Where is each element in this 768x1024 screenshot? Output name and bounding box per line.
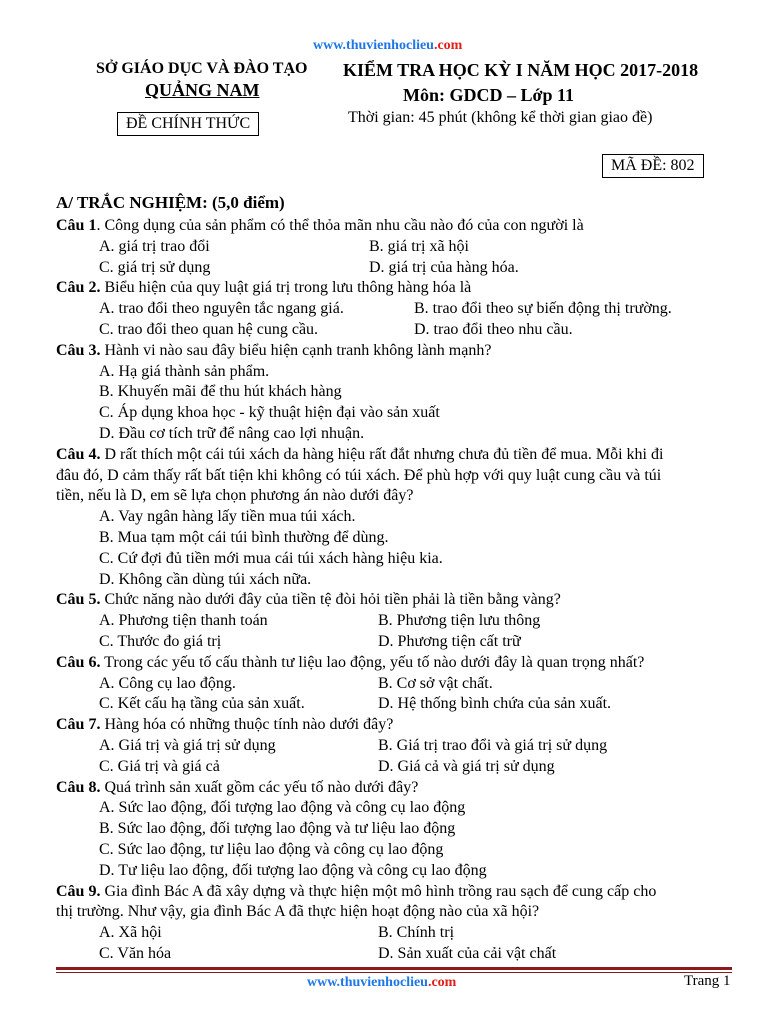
- question-text: Gia đình Bác A đã xây dựng và thực hiện một mô hình trồng rau sạch để cung cấp cho: [100, 882, 657, 900]
- question-8-option-d: D. Tư liệu lao động, đối tượng lao động và công cụ lao động: [99, 861, 487, 879]
- question-4-option-a: A. Vay ngân hàng lấy tiền mua túi xách.: [99, 508, 356, 526]
- page-number: Trang 1: [684, 973, 731, 989]
- header-website-link[interactable]: [313, 38, 462, 54]
- question-7-stem-line: [56, 714, 728, 735]
- question-6-stem-line: [56, 652, 728, 673]
- question-3-option-a: A. Hạ giá thành sản phẩm.: [99, 362, 270, 380]
- footer-website-suffix: .com: [427, 975, 457, 990]
- question-2-option-c: C. trao đổi theo quan hệ cung cầu.: [99, 321, 319, 338]
- question-text: Hàng hóa có những thuộc tính nào dưới đây?: [100, 716, 394, 734]
- department-line2: QUẢNG NAM: [145, 80, 260, 100]
- question-6-option-b: B. Cơ sở vật chất.: [378, 674, 493, 692]
- exam-code-box: MÃ ĐỀ: 802: [602, 154, 704, 178]
- website-part-1: www.thuvienhoc: [313, 38, 413, 53]
- question-label: Câu 9.: [56, 882, 101, 900]
- question-8-option-a: A. Sức lao động, đối tượng lao động và công cụ lao động: [99, 799, 466, 817]
- question-7-option-b: B. Giá trị trao đổi và giá trị sử dụng: [378, 737, 608, 754]
- question-9-option-a: A. Xã hội: [99, 924, 162, 942]
- question-text: Hành vi nào sau đây biểu hiện cạnh tranh không lành mạnh?: [100, 341, 492, 359]
- question-1-option-b: B. giá trị xã hội: [369, 237, 469, 255]
- question-9-stem-line: [56, 881, 728, 902]
- question-9-option-d: D. Sản xuất của cải vật chất: [378, 945, 557, 962]
- footer-website-part-2: lieu: [406, 975, 428, 990]
- footer-website-link[interactable]: [307, 975, 456, 991]
- question-text: Quá trình sản xuất gồm các yếu tố nào dưới đây?: [100, 778, 419, 796]
- question-5-stem-line: [56, 589, 728, 610]
- question-label: Câu 4.: [56, 445, 101, 463]
- question-3-stem-line: [56, 340, 728, 361]
- question-3-option-d: D. Đầu cơ tích trữ để nâng cao lợi nhuận.: [99, 425, 365, 442]
- question-label: Câu 8.: [56, 778, 101, 796]
- question-text: Biểu hiện của quy luật giá trị trong lưu thông hàng hóa là: [100, 279, 472, 297]
- question-2-option-b: B. trao đổi theo sự biến động thị trường.: [414, 300, 672, 318]
- question-label: Câu 3.: [56, 341, 101, 359]
- question-1-option-a: A. giá trị trao đổi: [99, 237, 210, 255]
- department-line1: SỞ GIÁO DỤC VÀ ĐÀO TẠO: [96, 60, 308, 77]
- question-4-stem-line: [56, 485, 728, 506]
- question-text: Công dụng của sản phẩm có thể thỏa mãn nhu cầu nào đó của con người là: [100, 217, 584, 234]
- question-8-stem-line: [56, 777, 728, 798]
- question-label: Câu 6.: [56, 653, 101, 671]
- question-7-option-d: D. Giá cả và giá trị sử dụng: [378, 757, 555, 775]
- question-3-option-b: B. Khuyến mãi để thu hút khách hàng: [99, 383, 342, 401]
- question-5-option-d: D. Phương tiện cất trữ: [378, 633, 521, 650]
- footer-rule-thick: [56, 967, 732, 970]
- question-8-option-c: C. Sức lao động, tư liệu lao động và công cụ lao động: [99, 841, 444, 858]
- question-text: Trong các yếu tố cấu thành tư liệu lao động, yếu tố nào dưới đây là quan trọng nhất?: [100, 653, 645, 671]
- question-text: đâu đó, D cảm thấy rất bất tiện khi không có túi xách. Để phù hợp với quy luật cung cầu và túi: [56, 466, 662, 484]
- question-text: Chức năng nào dưới đây của tiền tệ đòi hỏi tiền phải là tiền bằng vàng?: [100, 591, 561, 609]
- question-4-option-c: C. Cứ đợi đủ tiền mới mua cái túi xách hàng hiệu kia.: [99, 549, 443, 567]
- question-1-option-d: D. giá trị của hàng hóa.: [369, 258, 519, 276]
- question-2-stem-line: [56, 277, 728, 298]
- question-9-stem-line: [56, 901, 728, 922]
- exam-subject: Môn: GDCD – Lớp 11: [403, 85, 574, 105]
- question-label: Câu 2.: [56, 279, 101, 297]
- question-6-option-a: A. Công cụ lao động.: [99, 674, 236, 692]
- question-8-option-b: B. Sức lao động, đối tượng lao động và tư liệu lao động: [99, 820, 456, 838]
- question-4-option-b: B. Mua tạm một cái túi bình thường để dùng.: [99, 529, 389, 546]
- question-5-option-a: A. Phương tiện thanh toán: [99, 612, 268, 630]
- question-9-option-b: B. Chính trị: [378, 924, 455, 942]
- question-5-option-b: B. Phương tiện lưu thông: [378, 612, 541, 630]
- question-5-option-c: C. Thước đo giá trị: [99, 633, 222, 650]
- question-text: tiền, nếu là D, em sẽ lựa chọn phương án nào dưới đây?: [56, 487, 414, 505]
- question-6-option-c: C. Kết cấu hạ tầng của sản xuất.: [99, 695, 305, 713]
- section-title: A/ TRẮC NGHIỆM: (5,0 điểm): [56, 193, 285, 212]
- question-label-separator: .: [96, 217, 101, 234]
- official-box: ĐỀ CHÍNH THỨC: [117, 112, 259, 136]
- question-text: thị trường. Như vậy, gia đình Bác A đã thực hiện hoạt động nào của xã hội?: [56, 903, 540, 921]
- question-1-option-c: C. giá trị sử dụng: [99, 258, 211, 276]
- website-part-2: lieu: [412, 38, 434, 53]
- question-6-option-d: D. Hệ thống bình chứa của sản xuất.: [378, 695, 612, 713]
- question-label: Câu 1: [56, 217, 97, 234]
- question-3-option-c: C. Áp dụng khoa học - kỹ thuật hiện đại vào sản xuất: [99, 404, 440, 422]
- question-1-stem-line: [56, 215, 728, 236]
- question-7-option-a: A. Giá trị và giá trị sử dụng: [99, 737, 276, 754]
- question-2-option-d: D. trao đổi theo nhu cầu.: [414, 321, 573, 338]
- website-suffix: .com: [433, 38, 463, 53]
- question-text: D rất thích một cái túi xách da hàng hiệu rất đắt nhưng chưa đủ tiền để mua. Mỗi khi đi: [100, 445, 664, 463]
- question-9-option-c: C. Văn hóa: [99, 945, 172, 962]
- question-4-option-d: D. Không cần dùng túi xách nữa.: [99, 570, 312, 588]
- question-7-option-c: C. Giá trị và giá cả: [99, 757, 220, 775]
- footer-website-part-1: www.thuvienhoc: [307, 975, 407, 990]
- footer-rule-thin: [56, 972, 732, 973]
- question-label: Câu 5.: [56, 591, 101, 609]
- question-2-option-a: A. trao đổi theo nguyên tắc ngang giá.: [99, 300, 344, 318]
- question-4-stem-line: [56, 465, 728, 486]
- question-label: Câu 7.: [56, 716, 101, 734]
- question-4-stem-line: [56, 444, 728, 465]
- exam-title: KIỂM TRA HỌC KỲ I NĂM HỌC 2017-2018: [343, 60, 699, 80]
- exam-time: Thời gian: 45 phút (không kể thời gian giao đề): [348, 109, 653, 126]
